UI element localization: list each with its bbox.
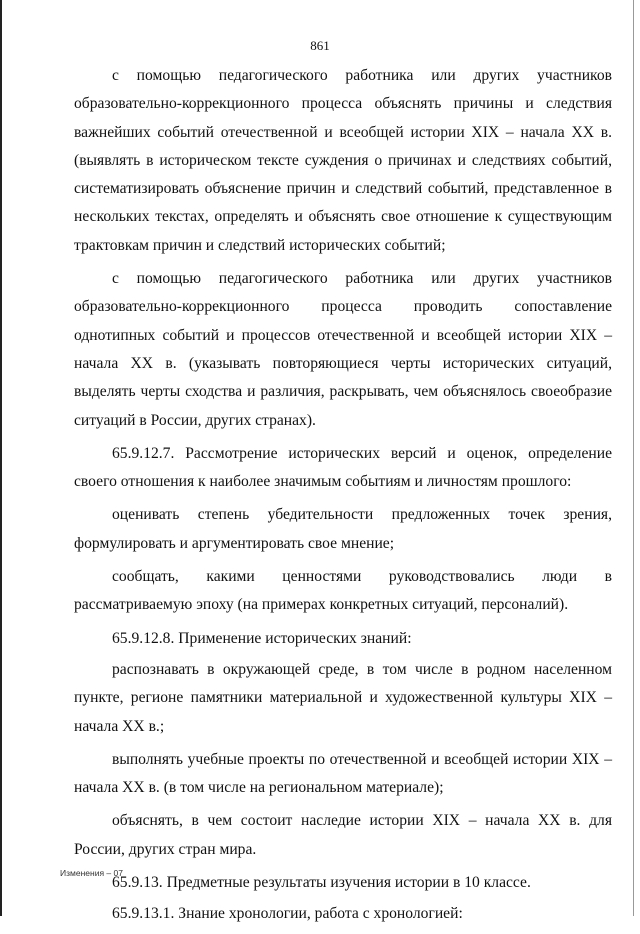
paragraph-3: 65.9.12.7. Рассмотрение исторических версий и оценок, определение своего отношения к наиболее значимым событиям и личностям прошлого: xyxy=(74,444,612,491)
paragraph-11: 65.9.13.1. Знание хронологии, работа с хронологией: xyxy=(112,905,463,923)
paragraph-1: с помощью педагогического работника или других участников образовательно-коррекционного процесса объяснять причины и следствия важнейших событий отечественной и всеобщей истории XIX – начала XX в. (выявлять в историческом тексте суждения о причинах и следствиях событий, систематизировать объяснение причин и следствий событий, представленное в нескольких текстах, определять и объяснять свое отношение к существующим трактовкам причин и следствий исторических событий; xyxy=(74,67,612,254)
scan-edge-left xyxy=(0,0,2,916)
page-number: 861 xyxy=(310,38,330,53)
footer-revision-note: Изменения – 07 xyxy=(60,868,123,878)
document-body xyxy=(74,62,612,934)
paragraph-8: выполнять учебные проекты по отечественной и всеобщей истории XIX – начала XX в. (в том числе на региональном материале); xyxy=(74,750,612,797)
paragraph-4: оценивать степень убедительности предложенных точек зрения, формулировать и аргументировать свое мнение; xyxy=(74,506,612,552)
paragraph-2: с помощью педагогического работника или других участников образовательно-коррекционного процесса проводить сопоставление однотипных событий и процессов отечественной и всеобщей истории XIX – начала XX в. (указывать повторяющиеся черты исторических ситуаций, выделять черты сходства и различия, раскрывать, чем объяснялось своеобразие ситуаций в России, других странах). xyxy=(74,270,612,429)
paragraph-5: сообщать, какими ценностями руководствовались люди в рассматриваемую эпоху (на примерах конкретных ситуаций, персоналий). xyxy=(74,568,612,614)
paragraph-7: распознавать в окружающей среде, в том числе в родном населенном пункте, регионе памятники материальной и художественной культуры XIX – начала XX в.; xyxy=(74,660,612,735)
paragraph-9: объяснять, в чем состоит наследие истории XIX – начала XX в. для России, других стран мира. xyxy=(74,812,612,858)
paragraph-6: 65.9.12.8. Применение исторических знаний: xyxy=(112,629,412,647)
paragraph-10: 65.9.13. Предметные результаты изучения истории в 10 классе. xyxy=(112,874,531,892)
scan-edge-right xyxy=(633,0,634,916)
